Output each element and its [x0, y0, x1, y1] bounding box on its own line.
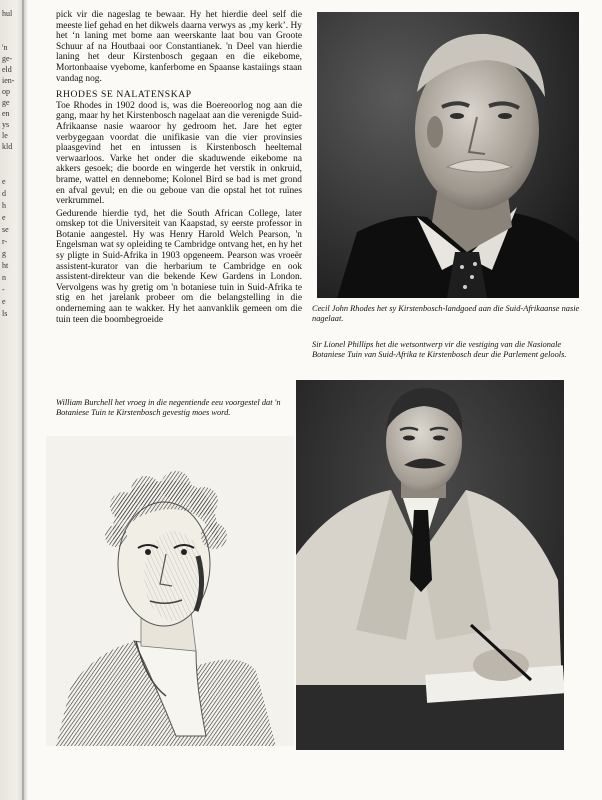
gutter-fragment: ge — [2, 98, 10, 107]
gutter-fragment: h — [2, 201, 6, 210]
gutter-fragment: e — [2, 213, 6, 222]
gutter-fragment: d — [2, 189, 6, 198]
gutter-fragment: n — [2, 273, 6, 282]
gutter-fragment: ls — [2, 309, 8, 318]
gutter-fragment: se — [2, 225, 9, 234]
burchell-caption: William Burchell het vroeg in die negentiende eeu voorgestel dat 'n Botaniese Tuin te Kirstenbosch gevestig moes word. — [56, 398, 281, 417]
gutter-fragment: le — [2, 131, 8, 140]
gutter-fragment: ien- — [2, 76, 15, 85]
college-paragraph: Gedurende hierdie tyd, het die South African College, later omskep tot die Universiteit van Kaapstad, sy eerste professor in Botanie aangestel. Hy was Henry Harold Welch Pearson, 'n Engelsman wat sy opleiding te Cambridge ontvang het, en hy het sy pligte in Suid-Afrika in 1903 opgeneem. Pearson was vroeër assistent-kurator van die herbarium te Cambridge en ook assistent-direkteur van die bekende Kew Gardens in London. Vervolgens was hy gretig om 'n botaniese tuin in Suid-Afrika te stig en het jarelank probeer om die belangstelling in die onderneming aan te wakker. Hy het aanvanklik gemeen om die tuin teen die boombegroeide — [56, 208, 302, 325]
previous-page-gutter — [0, 0, 24, 800]
legacy-paragraph: Toe Rhodes in 1902 dood is, was die Boereoorlog nog aan die gang, maar hy het Kirstenbosch nagelaat aan die verenigde Suid-Afrikaanse nasie waaroor hy gedroom het. Jare het egter verbygegaan voordat die unifikasie van die vier provinsies plaasgevind het en intussen is Kirstenbosch heeltemal verwaarloos. Varke het onder die skaduwende eikebome na akkers gesoek; die boorde en wingerde het verstik in onkruid, brame, wattel en dennebome; Kolonel Bird se bad is met grond en afval gevul; en die ou geboue van die opstal het tot ruïnes verkrummel. — [56, 100, 302, 207]
article-column — [56, 10, 302, 327]
section-heading: RHODES SE NALATENSKAP — [56, 89, 192, 101]
gutter-fragment: e — [2, 297, 6, 306]
gutter-fragment: ge- — [2, 54, 13, 63]
rhodes-portrait-photo — [317, 12, 579, 298]
gutter-fragment: kld — [2, 142, 13, 151]
gutter-fragment: hul — [2, 9, 13, 18]
gutter-fragment: - — [2, 285, 5, 294]
gutter-fragment: eld — [2, 65, 12, 74]
burchell-engraving — [46, 436, 294, 746]
phillips-portrait-photo — [296, 380, 564, 750]
gutter-fragment: r- — [2, 237, 8, 246]
gutter-fragment: en — [2, 109, 10, 118]
gutter-fragment: ht — [2, 261, 9, 270]
gutter-fragment: g — [2, 249, 6, 258]
rhodes-caption: Cecil John Rhodes het sy Kirstenbosch-landgoed aan die Suid-Afrikaanse nasie nagelaat. — [312, 304, 580, 323]
gutter-fragment: e — [2, 177, 6, 186]
intro-paragraph: pick vir die nageslag te bewaar. Hy het hierdie deel self die meeste lief gehad en het dikwels daarna verwys as ‚my kerk’. Hy het ‘n laning met bome aan weerskante laat bou van Groote Schuur af na Houtbaai oor Constantianek. 'n Deel van hierdie laning het deur Kirstenbosch gegaan en die eikebome, Mortonbaaise vyebome, kanferbome en Spaanse kastaiings staan vandag nog. — [56, 10, 302, 84]
phillips-caption: Sir Lionel Phillips het die wetsontwerp vir die vestiging van die Nasionale Botaniese Tuin van Suid-Afrika te Kirstenbosch deur die Parlement gelools. — [312, 340, 567, 359]
gutter-fragment: 'n — [2, 43, 8, 52]
book-spine-shadow — [22, 0, 28, 800]
gutter-fragment: ys — [2, 120, 10, 129]
gutter-fragment: op — [2, 87, 10, 96]
